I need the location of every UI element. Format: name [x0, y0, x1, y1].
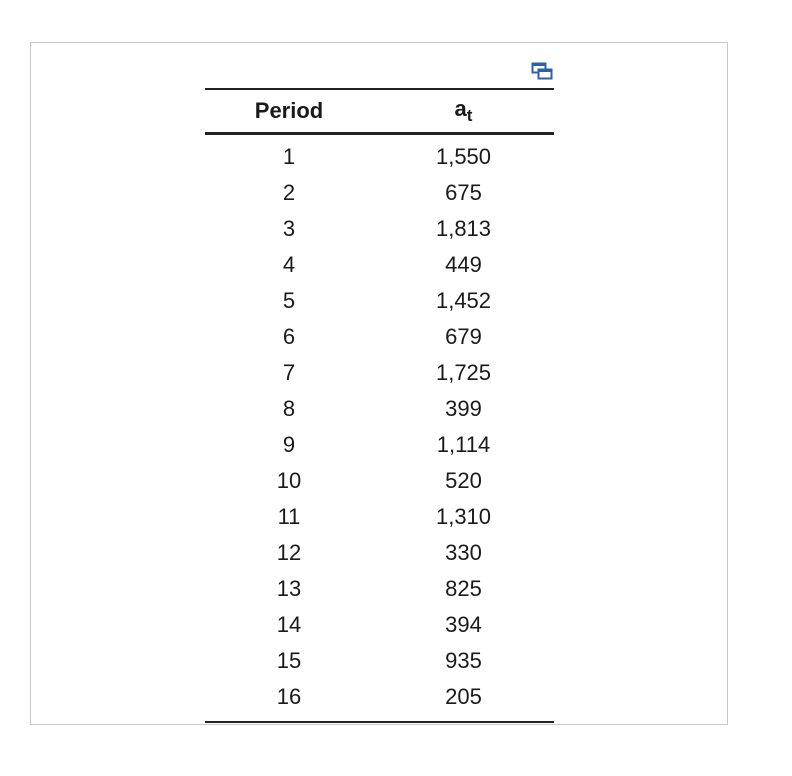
period-cell: 5: [282, 288, 296, 313]
table-row: [205, 134, 554, 176]
at-value-cell: 1,310: [435, 504, 492, 529]
at-value-cell: 449: [445, 252, 482, 277]
period-cell: 12: [276, 540, 302, 565]
at-header-subscript: t: [466, 106, 473, 125]
period-cell: 15: [276, 648, 302, 673]
at-value-cell: 1,550: [435, 144, 492, 169]
at-value-cell: 520: [445, 468, 482, 493]
at-value-cell: 205: [445, 684, 482, 709]
period-cell: 11: [277, 504, 301, 529]
data-table-container: [205, 88, 554, 723]
period-cell: 4: [282, 252, 296, 277]
table-body: [205, 134, 554, 723]
table-row: [205, 283, 554, 319]
table-row: [205, 391, 554, 427]
at-value-cell: 1,725: [435, 360, 492, 385]
at-value-cell: 675: [445, 180, 482, 205]
period-cell: 3: [282, 216, 296, 241]
table-row: [205, 427, 554, 463]
at-value-cell: 399: [445, 396, 482, 421]
period-demand-table: [205, 88, 554, 723]
period-cell: 14: [276, 612, 302, 637]
copy-table-button[interactable]: [531, 62, 553, 80]
period-cell: 13: [276, 576, 302, 601]
at-value-cell: 1,452: [435, 288, 492, 313]
table-row: [205, 355, 554, 391]
period-cell: 8: [282, 396, 296, 421]
period-column-header: Period: [254, 98, 324, 123]
table-row: [205, 463, 554, 499]
table-row: [205, 211, 554, 247]
period-cell: 7: [282, 360, 296, 385]
at-value-cell: 935: [445, 648, 482, 673]
at-header-base: a: [454, 96, 467, 121]
at-value-cell: 825: [445, 576, 482, 601]
table-row: [205, 175, 554, 211]
table-row: [205, 535, 554, 571]
copy-to-clipboard-icon: [531, 62, 553, 80]
table-header-row: [205, 89, 554, 134]
at-column-header: [373, 89, 554, 134]
period-cell: 2: [282, 180, 296, 205]
at-value-cell: 394: [445, 612, 482, 637]
table-row: [205, 679, 554, 722]
table-row: [205, 499, 554, 535]
period-cell: 16: [276, 684, 302, 709]
table-row: [205, 319, 554, 355]
period-cell: 6: [282, 324, 296, 349]
period-cell: 1: [282, 144, 296, 169]
at-value-cell: 679: [445, 324, 482, 349]
at-value-cell: 330: [445, 540, 482, 565]
period-cell: 9: [282, 432, 296, 457]
table-bottom-rule: [205, 722, 554, 723]
table-row: [205, 643, 554, 679]
table-row: [205, 571, 554, 607]
table-row: [205, 607, 554, 643]
table-row: [205, 247, 554, 283]
at-value-cell: 1,114: [436, 432, 491, 457]
period-cell: 10: [276, 468, 302, 493]
at-value-cell: 1,813: [435, 216, 492, 241]
